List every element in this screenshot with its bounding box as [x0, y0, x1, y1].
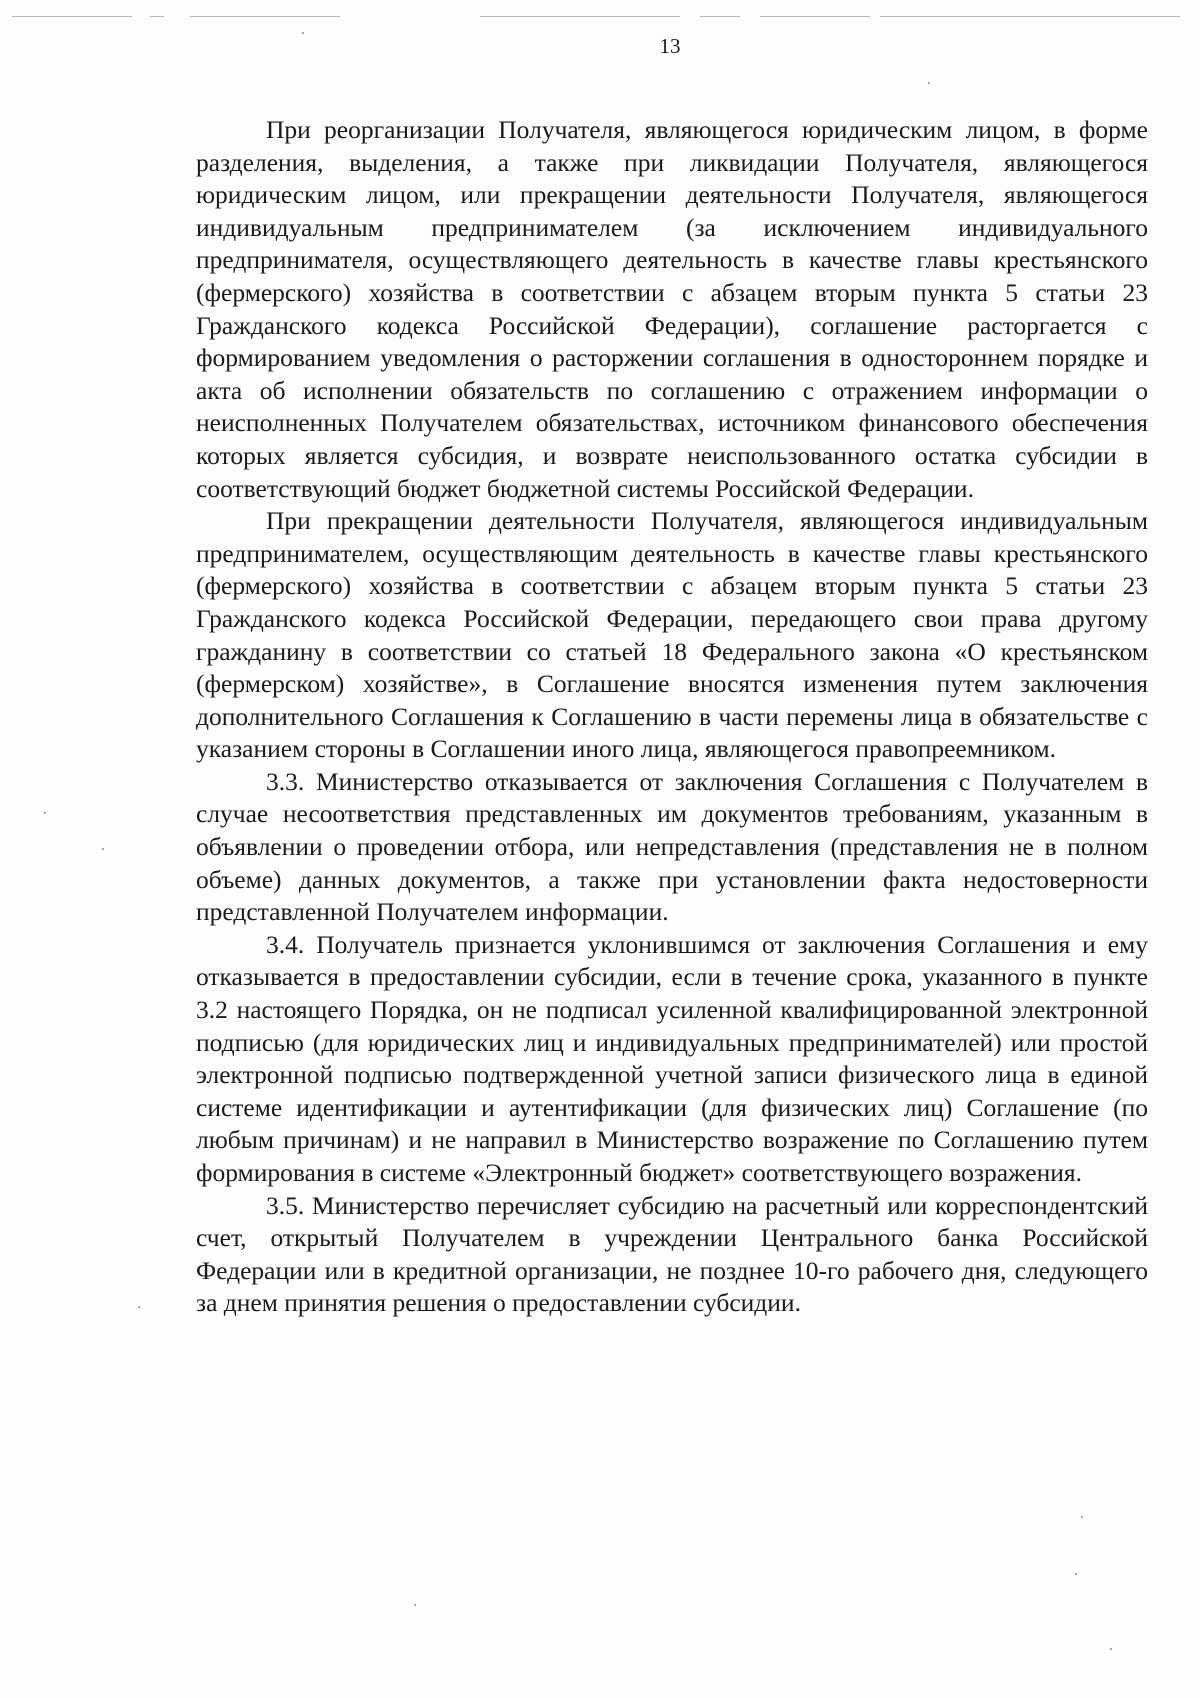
paragraph-farm-termination: При прекращении деятельности Получателя, являющегося индивидуальным предпринимателем, осуществляющим деятельность в качестве главы крестьянского (фермерского) хозяйства в соответствии с абзацем вторым пункта 5 статьи 23 Гражданского кодекса Российской Федерации, передающего свои права другому гражданину в соответствии со статьей 18 Федерального закона «О крестьянском (фермерском) хозяйстве», в Соглашение вносятся изменения путем заключения дополнительного Соглашения к Соглашению в части перемены лица в обязательстве с указанием стороны в Соглашении иного лица, являющегося правопреемником. [196, 506, 1148, 764]
paragraph-reorganization: При реорганизации Получателя, являющегося юридическим лицом, в форме разделения, выделения, а также при ликвидации Получателя, являющегося юридическим лицом, или прекращении деятельности Получателя, являющегося индивидуальным предпринимателем (за исключением индивидуального предпринимателя, осуществляющего деятельность в качестве главы крестьянского (фермерского) хозяйства в соответствии с абзацем вторым пункта 5 статьи 23 Гражданского кодекса Российской Федерации), соглашение расторгается с формированием уведомления о расторжении соглашения в одностороннем порядке и акта об исполнении обязательств по соглашению с отражением информации о неисполненных Получателем обязательствах, источником финансового обеспечения которых является субсидия, и возврате неиспользованного остатка субсидии в соответствующий бюджет бюджетной системы Российской Федерации. [196, 115, 1148, 503]
scan-speck [1081, 1516, 1083, 1518]
scan-speck [138, 1306, 140, 1308]
scan-speck [302, 32, 304, 34]
paragraph-3-3: 3.3. Министерство отказывается от заключения Соглашения с Получателем в случае несоответствия представленных им документов требованиям, указанным в объявлении о проведении отбора, или непредставления (представления не в полном объеме) данных документов, а также при установлении факта недостоверности представленной Получателем информации. [196, 766, 1148, 927]
paragraph-3-5: 3.5. Министерство перечисляет субсидию на расчетный или корреспондентский счет, открытый Получателем в учреждении Центрального банка Российской Федерации или в кредитной организации, не позднее 10-го рабочего дня, следующего за днем принятия решения о предоставлении субсидии. [196, 1190, 1148, 1318]
scan-speck [1110, 1648, 1112, 1650]
scan-speck [928, 82, 930, 84]
paragraph-3-4: 3.4. Получатель признается уклонившимся от заключения Соглашения и ему отказывается в предоставлении субсидии, если в течение срока, указанного в пункте 3.2 настоящего Порядка, он не подписал усиленной квалифицированной электронной подписью (для юридических лиц и индивидуальных предпринимателей) или простой электронной подписью подтвержденной учетной записи физического лица в единой системе идентификации и аутентификации (для физических лиц) Соглашение (по любым причинам) и не направил в Министерство возражение по Соглашению путем формирования в системе «Электронный бюджет» соответствующего возражения. [196, 929, 1148, 1187]
scan-speck [414, 1604, 416, 1606]
scan-speck [44, 812, 46, 814]
scan-speck [102, 848, 104, 850]
scan-speck [1075, 1573, 1077, 1575]
document-body [196, 114, 1148, 1320]
scan-edge-marks [0, 16, 1200, 22]
page-number: 13 [659, 34, 681, 58]
